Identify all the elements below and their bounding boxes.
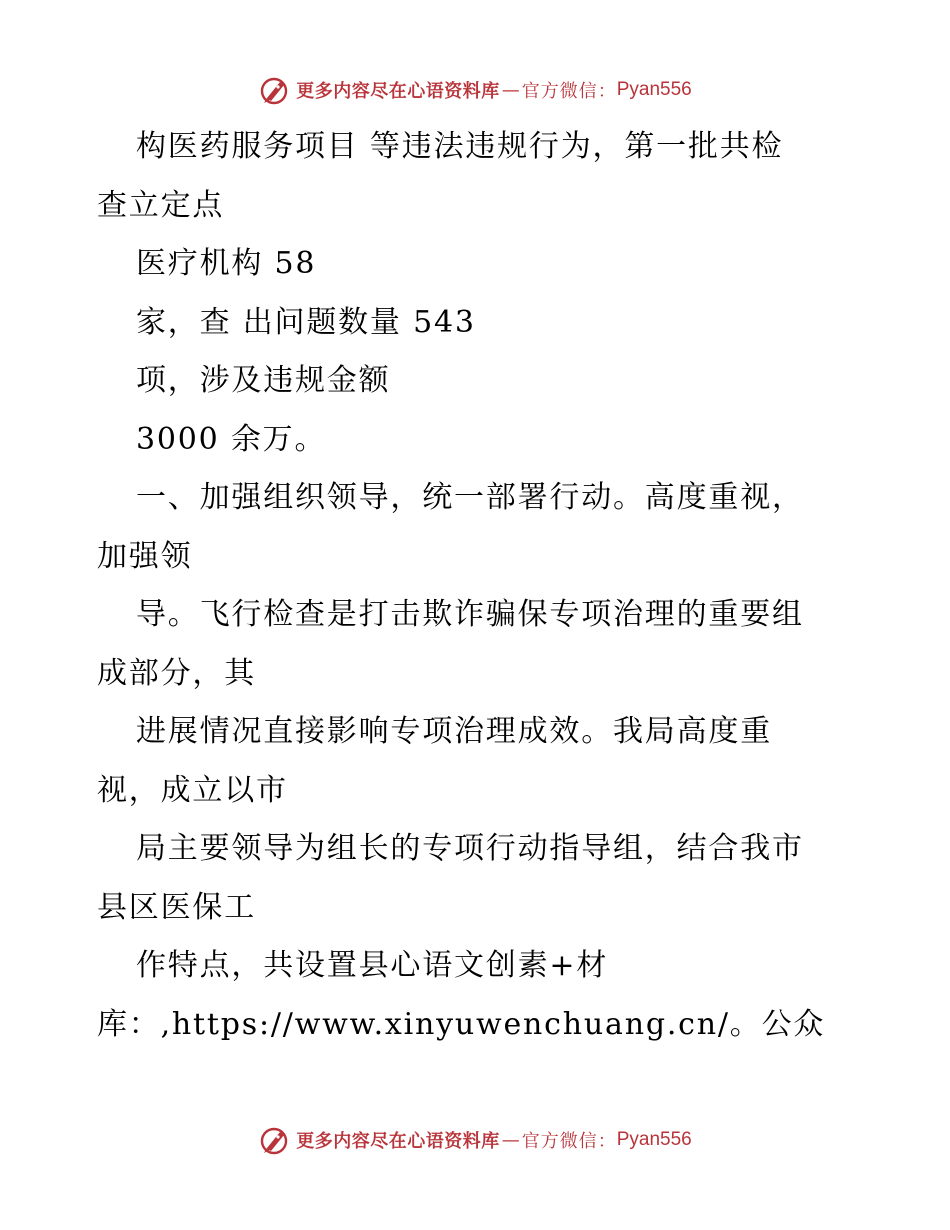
text-line: 进展情况直接影响专项治理成效。我局高度重: [136, 714, 772, 749]
text-line-url: 库：,https://www.xinyuwenchuang.cn/。公众: [97, 1006, 826, 1042]
banner-wechat-id: Pyan556: [616, 79, 692, 100]
text-line: 县区医保工: [97, 889, 256, 925]
banner-wechat-id: Pyan556: [616, 1129, 692, 1150]
banner-wechat-label: 官方微信：: [521, 81, 617, 102]
banner-dash: —: [501, 1129, 520, 1151]
pen-nib-circle-logo-icon: [258, 74, 290, 106]
banner-site-text: 更多内容尽在心语资料库: [296, 81, 500, 102]
text-line: 视，成立以市: [97, 772, 288, 808]
text-line: 作特点，共设置县心语文创素+材: [136, 948, 609, 983]
text-line: 医疗机构 58: [136, 246, 317, 281]
document-body: [97, 118, 897, 1054]
text-line: 项，涉及违规金额: [136, 363, 391, 398]
text-line: 查立定点: [97, 187, 225, 223]
text-line: 构医药服务项目 等违法违规行为，第一批共检: [136, 129, 784, 164]
footer-banner: [0, 1120, 950, 1160]
header-banner: [0, 70, 950, 110]
banner-dash: —: [501, 79, 520, 101]
text-line: 家，查 出问题数量 543: [136, 304, 476, 340]
text-line: 导。飞行检查是打击欺诈骗保专项治理的重要组: [136, 597, 804, 632]
text-line: 3000 余万。: [136, 421, 327, 457]
text-line: 一、加强组织领导，统一部署行动。高度重视，: [136, 480, 804, 515]
text-line: 局主要领导为组长的专项行动指导组，结合我市: [136, 831, 804, 866]
banner-wechat-label: 官方微信：: [521, 1131, 617, 1152]
text-line: 加强领: [97, 538, 193, 574]
pen-nib-circle-logo-icon: [258, 1124, 290, 1156]
banner-site-text: 更多内容尽在心语资料库: [296, 1131, 500, 1152]
text-line: 成部分，其: [97, 655, 256, 691]
